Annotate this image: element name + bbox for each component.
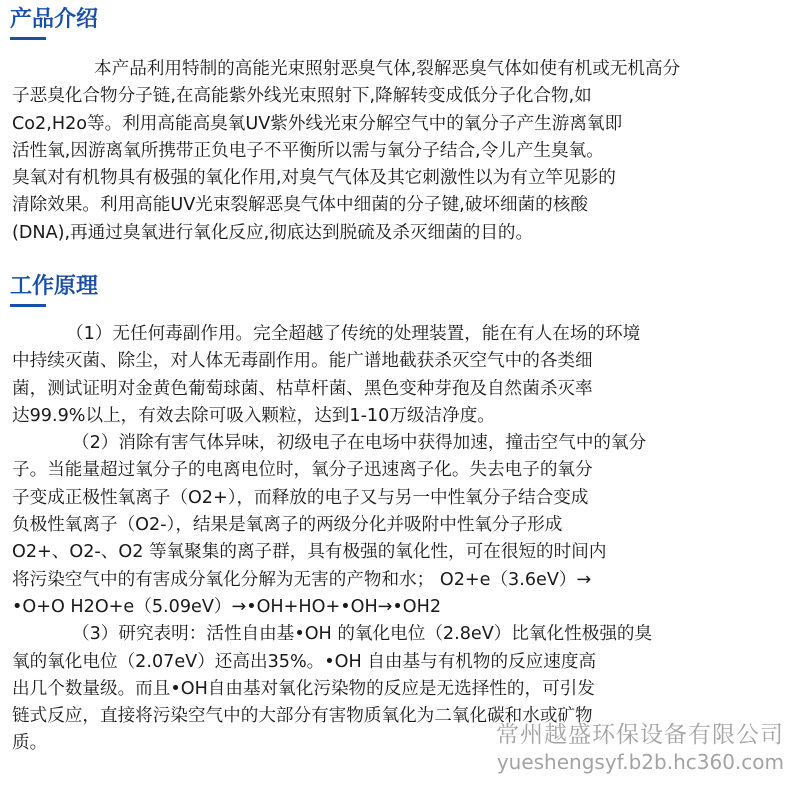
principle-line: 菌，测试证明对金黄色葡萄球菌、枯草杆菌、黑色变种芽孢及自然菌杀灭率	[12, 378, 593, 399]
principle-line: 子变成正极性氧离子（O2+），而释放的电子又与另一中性氧分子结合变成	[12, 487, 589, 508]
principle-line: 中持续灭菌、除尘，对人体无毒副作用。能广谱地截获杀灭空气中的各类细	[12, 351, 593, 372]
principle-line: 链式反应，直接将污染空气中的大部分有害物质氧化为二氧化碳和水或矿物	[12, 706, 593, 727]
principle-line: 子。当能量超过氧分子的电离电位时，氧分子迅速离子化。失去电子的氧分	[12, 460, 593, 481]
working-principle-underline	[10, 304, 46, 307]
product-intro-underline	[10, 37, 46, 40]
intro-line: 子恶臭化合物分子链,在高能紫外线光束照射下,降解转变成低分子化合物,如	[12, 86, 592, 107]
product-intro-title: 产品介绍	[10, 7, 99, 32]
working-principle-text	[12, 321, 782, 758]
principle-line: 负极性氧离子（O2-），结果是氧离子的两级分化并吸附中性氧分子形成	[12, 515, 563, 536]
principle-line: 氧的氧化电位（2.07eV）还高出35%。•OH 自由基与有机物的反应速度高	[12, 651, 597, 672]
intro-line: (DNA),再通过臭氧进行氧化反应,彻底达到脱硫及杀灭细菌的目的。	[12, 222, 534, 243]
principle-line: 出几个数量级。而且•OH自由基对氧化污染物的反应是无选择性的，可引发	[12, 678, 595, 699]
watermark-url: yueshengsyf.b2b.hc360.com	[496, 750, 784, 774]
intro-line: 臭氧对有机物具有极强的氧化作用,对臭气气体及其它刺激性以为有立竿见影的	[12, 168, 616, 189]
intro-line: Co2,H2o等。利用高能高臭氧UV紫外线光束分解空气中的氧分子产生游离氧即	[12, 113, 623, 134]
principle-line: （2）消除有害气体异味，初级电子在电场中获得加速，撞击空气中的氧分	[72, 433, 647, 454]
intro-line: 本产品利用特制的高能光束照射恶臭气体,裂解恶臭气体如使有机或无机高分	[94, 59, 681, 79]
product-intro-text	[12, 56, 782, 247]
principle-line: 将污染空气中的有害成分氧化分解为无害的产物和水； O2+e（3.6eV）→	[12, 569, 592, 590]
principle-line: （1）无任何毒副作用。完全超越了传统的处理装置，能在有人在场的环境	[66, 324, 641, 344]
intro-line: 活性氧,因游离氧所携带正负电子不平衡所以需与氧分子结合,令儿产生臭氧。	[12, 140, 604, 161]
working-principle-title: 工作原理	[10, 274, 99, 299]
principle-line: 质。	[12, 733, 48, 754]
principle-line: O2+、O2-、O2 等氧聚集的离子群，具有极强的氧化性，可在很短的时间内	[12, 542, 607, 563]
principle-line: （3）研究表明：活性自由基•OH 的氧化电位（2.8eV）比氧化性极强的臭	[72, 624, 653, 645]
principle-line: 达99.9%以上，有效去除可吸入颗粒，达到1-10万级洁净度。	[12, 405, 495, 426]
intro-line: 清除效果。利用高能UV光束裂解恶臭气体中细菌的分子键,破坏细菌的核酸	[12, 195, 588, 216]
watermark-company: 常州越盛环保设备有限公司	[496, 722, 784, 748]
principle-line: •O+O H2O+e（5.09eV）→•OH+HO+•OH→•OH2	[12, 596, 442, 617]
